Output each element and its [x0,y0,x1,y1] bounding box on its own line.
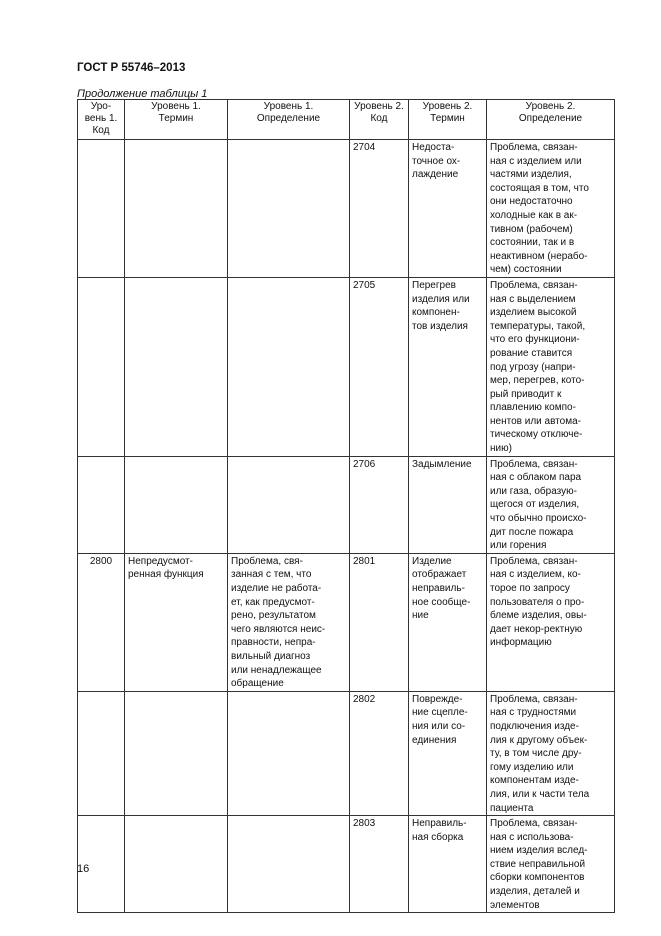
header-level1-code [78,100,125,140]
cell-level2-code: 2802 [350,691,409,815]
header-level2-definition-text: Уровень 2. Определение [518,101,583,124]
cell-level1-definition [228,816,350,913]
cell-level1-term-text: Непредусмот- ренная функция [128,555,204,581]
cell-level1-term [125,140,228,278]
cell-level1-definition [228,691,350,815]
cell-level2-term [409,456,487,553]
cell-level2-definition-text: Проблема, связан- ная с изделием, ко- торое по запросу пользователя о про- блеме изделия, овы- дает некор-ректную информацию [490,555,587,649]
cell-level2-definition-text: Проблема, связан- ная с изделием или частями изделия, состоящая в том, что они недостаточно холодные как в ак- тивном (рабочем) состоянии, так и в неактивном (нерабо- чем) состоянии [490,142,589,276]
cell-level1-term [125,277,228,456]
cell-level1-term [125,456,228,553]
header-level1-term-text: Уровень 1. Термин [151,101,201,124]
cell-level2-definition-text: Проблема, связан- ная с использова- нием изделия вслед- ствие неправильной сборки компонентов изделия, деталей и элементов [490,818,588,911]
cell-level2-term-text: Задымление [412,458,472,470]
cell-level2-term-text: Неправиль- ная сборка [412,818,467,843]
cell-level2-term-text: Поврежде- ние сцепле- ния или со- единения [412,693,468,746]
document-code: ГОСТ Р 55746–2013 [77,62,186,74]
cell-level2-definition [487,140,615,278]
cell-level2-definition [487,456,615,553]
cell-level1-code [78,140,125,278]
cell-level1-code: 2800 [78,553,125,691]
table-caption: Продолжение таблицы 1 [77,88,208,100]
header-level2-code-text: Уровень 2. Код [354,101,404,124]
cell-level1-definition [228,140,350,278]
table-row [78,277,615,456]
cell-level2-term [409,277,487,456]
cell-level2-term [409,816,487,913]
cell-level2-code: 2803 [350,816,409,913]
cell-level1-code [78,456,125,553]
header-level1-definition [228,100,350,140]
table-row [78,140,615,278]
table-header-row [78,100,615,140]
cell-level2-code: 2706 [350,456,409,553]
classification-table [77,99,615,913]
header-level2-definition [487,100,615,140]
cell-level1-definition-text: Проблема, свя- занная с тем, что изделие не работа- ет, как предусмот- рено, результатом чего являются неис- правности, непра- вильный диагноз или ненадлежащее обращение [231,555,326,690]
cell-level2-definition [487,553,615,691]
cell-level1-term [125,691,228,815]
cell-level2-term-text: Недоста- точное ох- лаждение [412,142,461,181]
cell-level2-term [409,140,487,278]
table-row [78,816,615,913]
cell-level2-definition-text: Проблема, связан- ная с выделением изделием высокой температуры, такой, что его функциони- рование ставится под угрозу (напри- мер, перегрев, кото- рый приводит к плавлению компо- нентов или автома- тическому отключе- нию) [490,279,586,455]
header-level2-term-text: Уровень 2. Термин [422,101,473,124]
cell-level2-code: 2801 [350,553,409,691]
table-row [78,456,615,553]
cell-level1-definition [228,456,350,553]
cell-level2-term [409,553,487,691]
header-level1-term [125,100,228,140]
cell-level2-code: 2705 [350,277,409,456]
header-level1-definition-text: Уровень 1. Определение [256,101,321,124]
header-level1-code-text: Уро- вень 1. Код [84,101,118,136]
cell-level1-definition [228,277,350,456]
page-number: 16 [77,863,90,875]
cell-level2-definition [487,816,615,913]
cell-level2-definition-text: Проблема, связан- ная с облаком пара или газа, образую- щегося от изделия, что обычно происхо- дит после пожара или горения [490,458,587,552]
cell-level1-definition [228,553,350,691]
header-level2-code [350,100,409,140]
table-row [78,553,615,691]
cell-level1-term [125,816,228,913]
cell-level2-term [409,691,487,815]
cell-level2-definition [487,277,615,456]
header-level2-term [409,100,487,140]
cell-level1-term [125,553,228,691]
cell-level2-definition-text: Проблема, связан- ная с трудностями подключения изде- лия к другому объек- ту, в том числе дру- гому изделию или компонентам изде- лия, или к части тела пациента [490,693,590,814]
cell-level2-term-text: Изделие отображает неправиль- ное сообще- ние [412,555,471,622]
cell-level2-term-text: Перегрев изделия или компонен- тов изделия [412,279,470,332]
cell-level1-code [78,277,125,456]
cell-level1-code [78,691,125,815]
cell-level2-code: 2704 [350,140,409,278]
cell-level2-definition [487,691,615,815]
table-row [78,691,615,815]
